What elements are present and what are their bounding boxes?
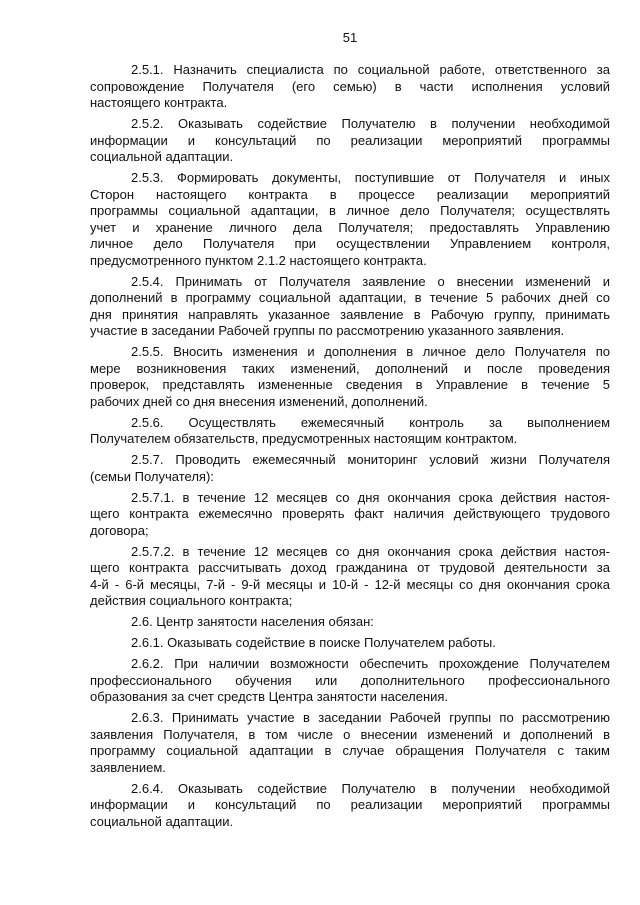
text-line: программы социальной адаптации, в личное дело Получателя; осуществлять — [90, 203, 610, 218]
clause-paragraph — [90, 415, 610, 448]
text-line: 2.6.2. При наличии возможности обеспечить прохождение Получателем — [131, 656, 610, 671]
text-line: 2.5.7. Проводить ежемесячный мониторинг условий жизни Получателя — [131, 452, 610, 467]
text-line: информации и консультаций по реализации мероприятий программы — [90, 132, 610, 148]
text-line: щего контракта ежемесячно проверять факт наличия действующего трудового — [90, 506, 610, 521]
clause-paragraph — [90, 781, 610, 831]
text-line: 2.5.7.2. в течение 12 месяцев со дня окончания срока действия настоя- — [131, 543, 610, 559]
document-body — [90, 62, 610, 835]
clause-paragraph — [90, 116, 610, 166]
clause-paragraph — [90, 452, 610, 485]
text-line: учет и хранение личного дела Получателя; предоставлять Управлению — [90, 219, 610, 235]
text-line: 2.5.6. Осуществлять ежемесячный контроль за выполнением — [131, 414, 610, 430]
clause-paragraph — [90, 614, 610, 631]
page-number: 51 — [342, 30, 358, 45]
clause-paragraph — [90, 490, 610, 540]
text-line: щего контракта рассчитывать доход гражданина от трудовой деятельности за — [90, 560, 610, 575]
text-line: настоящего контракта. — [90, 95, 228, 110]
text-line: мере возникновения таких изменений, дополнений и после проведения — [90, 360, 610, 376]
text-line: дополнений в программу социальной адаптации, в течение 5 рабочих дней со — [90, 290, 610, 305]
clause-paragraph — [90, 710, 610, 776]
text-line: личное дело Получателя при осуществлении Управлением контроля, — [90, 236, 610, 251]
text-line: 2.6.3. Принимать участие в заседании Рабочей группы по рассмотрению — [131, 710, 610, 725]
text-line: 4-й - 6-й месяцы, 7-й - 9-й месяцы и 10-й - 12-й месяцы со дня окончания срока — [90, 576, 610, 592]
text-line: дня принятия направлять указанное заявление в Рабочую группу, принимать — [90, 306, 610, 322]
clause-paragraph — [90, 635, 610, 652]
text-line: 2.6. Центр занятости населения обязан: — [131, 614, 374, 629]
text-line: 2.5.5. Вносить изменения и дополнения в личное дело Получателя по — [131, 344, 610, 359]
text-line: (семьи Получателя): — [90, 468, 214, 484]
text-line: договора; — [90, 522, 149, 538]
text-line: 2.5.7.1. в течение 12 месяцев со дня окончания срока действия настоя- — [131, 489, 610, 505]
text-line: 2.6.1. Оказывать содействие в поиске Получателем работы. — [131, 635, 496, 650]
text-line: сопровождение Получателя (его семью) в части исполнения условий — [90, 78, 610, 94]
text-line: рабочих дней со дня внесения изменений, дополнений. — [90, 393, 428, 409]
text-line: профессионального обучения или дополнительного профессионального — [90, 672, 610, 688]
clause-paragraph — [90, 344, 610, 410]
text-line: социальной адаптации. — [90, 149, 234, 164]
text-line: проверок, представлять измененные сведения в Управление в течение 5 — [90, 377, 610, 392]
clause-paragraph — [90, 274, 610, 340]
text-line: информации и консультаций по реализации мероприятий программы — [90, 797, 610, 812]
text-line: действия социального контракта; — [90, 593, 293, 608]
text-line: заявления Получателя, в том числе о внесении изменений и дополнений в — [90, 726, 610, 742]
text-line: образования за счет средств Центра занятости населения. — [90, 689, 449, 704]
clause-paragraph — [90, 170, 610, 269]
clause-paragraph — [90, 656, 610, 706]
text-line: программу социальной адаптации в случае обращения Получателя с таким — [90, 743, 610, 758]
text-line: 2.6.4. Оказывать содействие Получателю в получении необходимой — [131, 780, 610, 796]
clause-paragraph — [90, 62, 610, 112]
text-line: 2.5.2. Оказывать содействие Получателю в получении необходимой — [131, 116, 610, 131]
text-line: Получателем обязательств, предусмотренных настоящим контрактом. — [90, 431, 518, 446]
text-line: предусмотренного пунктом 2.1.2 настоящего контракта. — [90, 252, 427, 268]
text-line: заявлением. — [90, 759, 166, 775]
text-line: 2.5.1. Назначить специалиста по социальной работе, ответственного за — [131, 62, 610, 77]
clause-paragraph — [90, 544, 610, 610]
text-line: 2.5.4. Принимать от Получателя заявление о внесении изменений и — [131, 273, 610, 289]
text-line: Сторон настоящего контракта в процессе реализации мероприятий — [90, 186, 610, 202]
text-line: участие в заседании Рабочей группы по рассмотрению указанного заявления. — [90, 323, 565, 338]
text-line: 2.5.3. Формировать документы, поступившие от Получателя и иных — [131, 170, 610, 185]
text-line: социальной адаптации. — [90, 813, 234, 829]
